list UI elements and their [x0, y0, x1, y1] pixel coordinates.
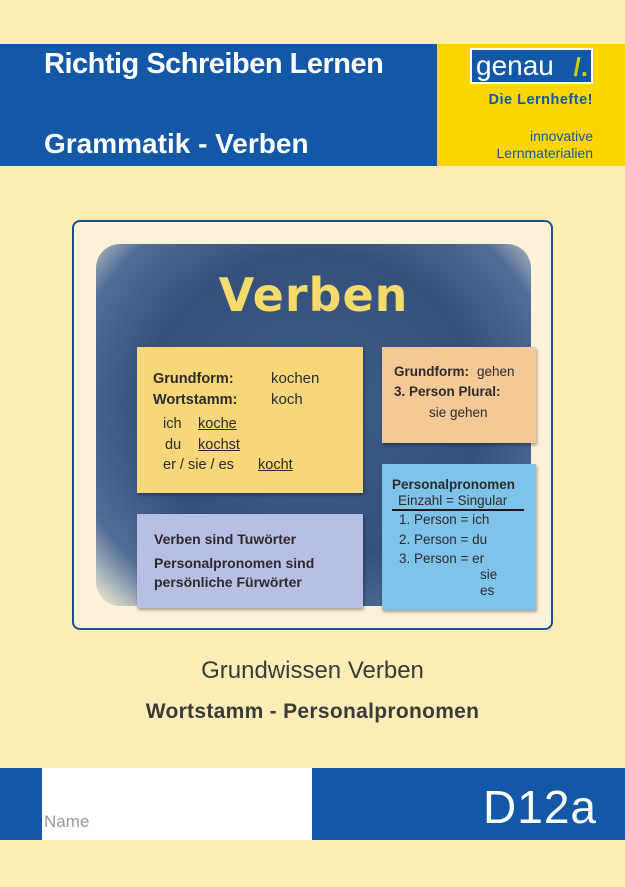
- label-grundform: Grundform:: [394, 364, 469, 379]
- note-title: Personalpronomen: [392, 477, 516, 492]
- booklet-subtitle: Wortstamm - Personalpronomen: [145, 700, 480, 723]
- conj-pronoun-du: du: [165, 437, 182, 453]
- value-plural: sie gehen: [429, 405, 488, 420]
- chalkboard-title: Verben: [218, 268, 409, 322]
- note-subtitle: Einzahl = Singular: [398, 493, 508, 508]
- note-personalpronomen: [382, 464, 536, 610]
- label-plural: 3. Person Plural:: [394, 384, 501, 399]
- slash-icon: /.: [573, 52, 588, 82]
- chalkboard: [96, 244, 531, 606]
- conj-pronoun-ich: ich: [163, 416, 182, 432]
- pronoun-person-2: 2. Person = du: [399, 532, 488, 547]
- note-line-1: Verben sind Tuwörter: [154, 531, 297, 547]
- brand-box: [437, 44, 625, 166]
- booklet-code: D12a: [483, 781, 597, 833]
- pronoun-person-1: 1. Person = ich: [399, 512, 490, 527]
- conj-verb-kochst: kochst: [198, 437, 240, 453]
- note-tuwoerter: [137, 514, 363, 608]
- brand-info-line1: innovative: [529, 128, 593, 144]
- value-wortstamm: koch: [271, 391, 303, 408]
- value-grundform: kochen: [271, 370, 320, 387]
- note-line-3: persönliche Fürwörter: [154, 574, 302, 590]
- conj-verb-koche: koche: [198, 416, 237, 432]
- note-divider: [392, 509, 524, 511]
- name-label: Name: [44, 812, 90, 831]
- note-grundform-kochen: [137, 347, 363, 493]
- pronoun-sie: sie: [480, 567, 498, 582]
- pronoun-person-3: 3. Person = er: [399, 551, 485, 566]
- brand-name: genau: [476, 50, 554, 81]
- conj-pronoun-er-sie-es: er / sie / es: [163, 457, 234, 473]
- value-grundform: gehen: [477, 364, 515, 379]
- topic-title: Grammatik - Verben: [44, 128, 309, 159]
- label-grundform: Grundform:: [153, 371, 234, 387]
- note-line-2: Personalpronomen sind: [154, 555, 315, 571]
- name-field[interactable]: [42, 768, 312, 840]
- top-strip: [0, 0, 625, 44]
- brand-tagline: Die Lernhefte!: [488, 92, 593, 108]
- cover-illustration: [72, 220, 553, 630]
- series-title: Richtig Schreiben Lernen: [44, 48, 384, 80]
- pronoun-es: es: [480, 583, 495, 598]
- genau-logo: [470, 48, 593, 84]
- label-wortstamm: Wortstamm:: [153, 392, 238, 408]
- conj-verb-kocht: kocht: [258, 457, 293, 473]
- brand-info-line2: Lernmaterialien: [496, 145, 593, 161]
- booklet-title: Grundwissen Verben: [201, 657, 424, 684]
- note-grundform-gehen: [382, 347, 536, 443]
